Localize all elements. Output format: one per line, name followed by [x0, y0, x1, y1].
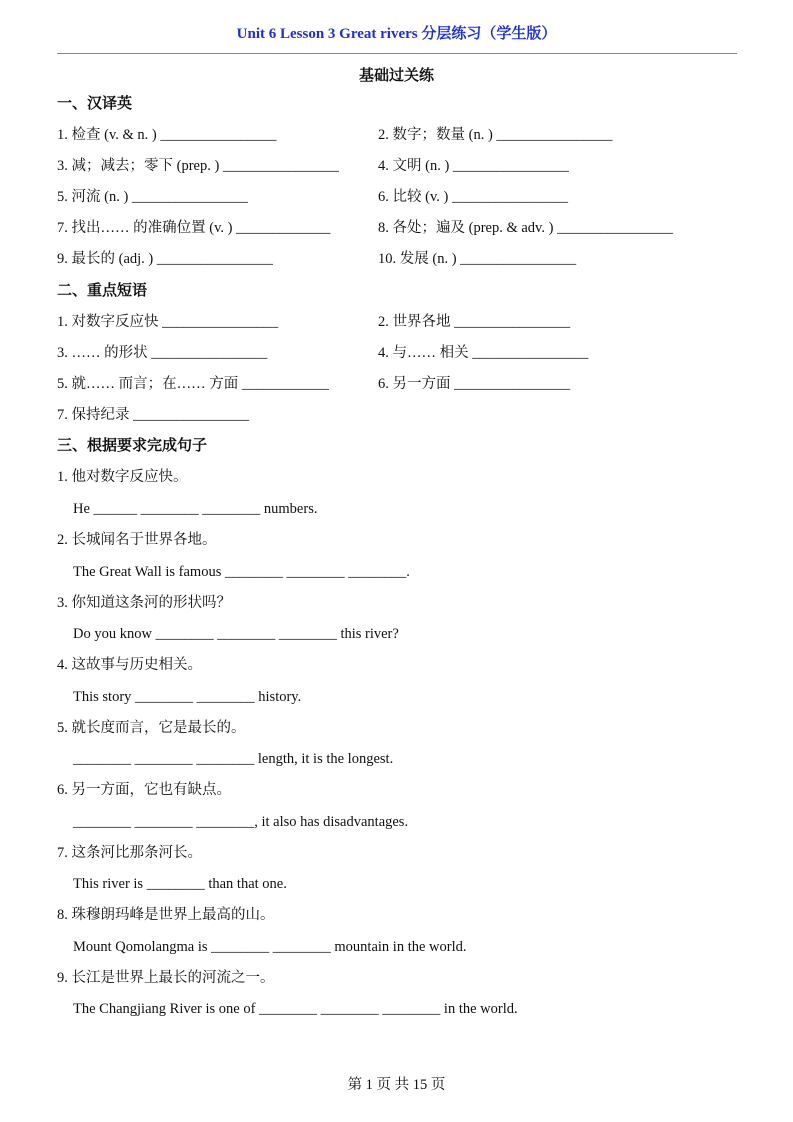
section1-heading: 一、汉译英 [57, 96, 133, 112]
phrase-item: 5. 就…… 而言；在…… 方面 ____________ [57, 376, 329, 392]
sentence-prompt: 4. 这故事与历史相关。 [57, 657, 202, 673]
question-item: 1. 检查 (v. & n. ) ________________ [57, 127, 277, 143]
page-title: 基础过关练 [358, 68, 434, 84]
phrase-item: 2. 世界各地 ________________ [378, 314, 571, 330]
sentence-blank: The Great Wall is famous ________ ________ ________. [73, 564, 410, 580]
sentence-blank: ________ ________ ________, it also has disadvantages. [73, 814, 409, 830]
sentence-prompt: 2. 长城闻名于世界各地。 [57, 532, 217, 548]
sentence-blank: ________ ________ ________ length, it is the longest. [73, 751, 394, 767]
question-item: 10. 发展 (n. ) ________________ [378, 251, 577, 267]
phrase-item: 6. 另一方面 ________________ [378, 376, 571, 392]
question-item: 8. 各处；遍及 (prep. & adv. ) ________________ [378, 220, 674, 236]
sentence-prompt: 6. 另一方面，它也有缺点。 [57, 782, 231, 798]
question-item: 2. 数字；数量 (n. ) ________________ [378, 127, 613, 143]
question-item: 7. 找出…… 的准确位置 (v. ) _____________ [57, 220, 331, 236]
phrase-item: 3. …… 的形状 ________________ [57, 345, 268, 361]
sentence-prompt: 9. 长江是世界上最长的河流之一。 [57, 970, 275, 986]
question-item: 5. 河流 (n. ) ________________ [57, 189, 248, 205]
header-divider [57, 53, 737, 54]
document-header: Unit 6 Lesson 3 Great rivers 分层练习（学生版） [236, 26, 557, 42]
sentence-prompt: 7. 这条河比那条河长。 [57, 845, 202, 861]
sentence-blank: This river is ________ than that one. [73, 876, 287, 892]
sentence-blank: This story ________ ________ history. [73, 689, 302, 705]
section2-heading: 二、重点短语 [57, 283, 148, 299]
sentence-blank: The Changjiang River is one of ________ ________ ________ in the world. [73, 1001, 518, 1017]
sentence-prompt: 5. 就长度而言，它是最长的。 [57, 720, 246, 736]
question-item: 6. 比较 (v. ) ________________ [378, 189, 568, 205]
question-item: 4. 文明 (n. ) ________________ [378, 158, 569, 174]
question-item: 3. 减；减去；零下 (prep. ) ________________ [57, 158, 339, 174]
sentence-blank: He ______ ________ ________ numbers. [73, 501, 318, 517]
phrase-item: 1. 对数字反应快 ________________ [57, 314, 279, 330]
sentence-prompt: 8. 珠穆朗玛峰是世界上最高的山。 [57, 907, 275, 923]
page-number: 第 1 页 共 15 页 [347, 1077, 446, 1093]
section3-heading: 三、根据要求完成句子 [57, 438, 208, 454]
phrase-item: 7. 保持纪录 ________________ [57, 407, 250, 423]
phrase-item: 4. 与…… 相关 ________________ [378, 345, 589, 361]
sentence-blank: Do you know ________ ________ ________ this river? [73, 626, 399, 642]
question-item: 9. 最长的 (adj. ) ________________ [57, 251, 273, 267]
sentence-prompt: 3. 你知道这条河的形状吗？ [57, 595, 231, 611]
sentence-blank: Mount Qomolangma is ________ ________ mountain in the world. [73, 939, 467, 955]
sentence-prompt: 1. 他对数字反应快。 [57, 469, 188, 485]
